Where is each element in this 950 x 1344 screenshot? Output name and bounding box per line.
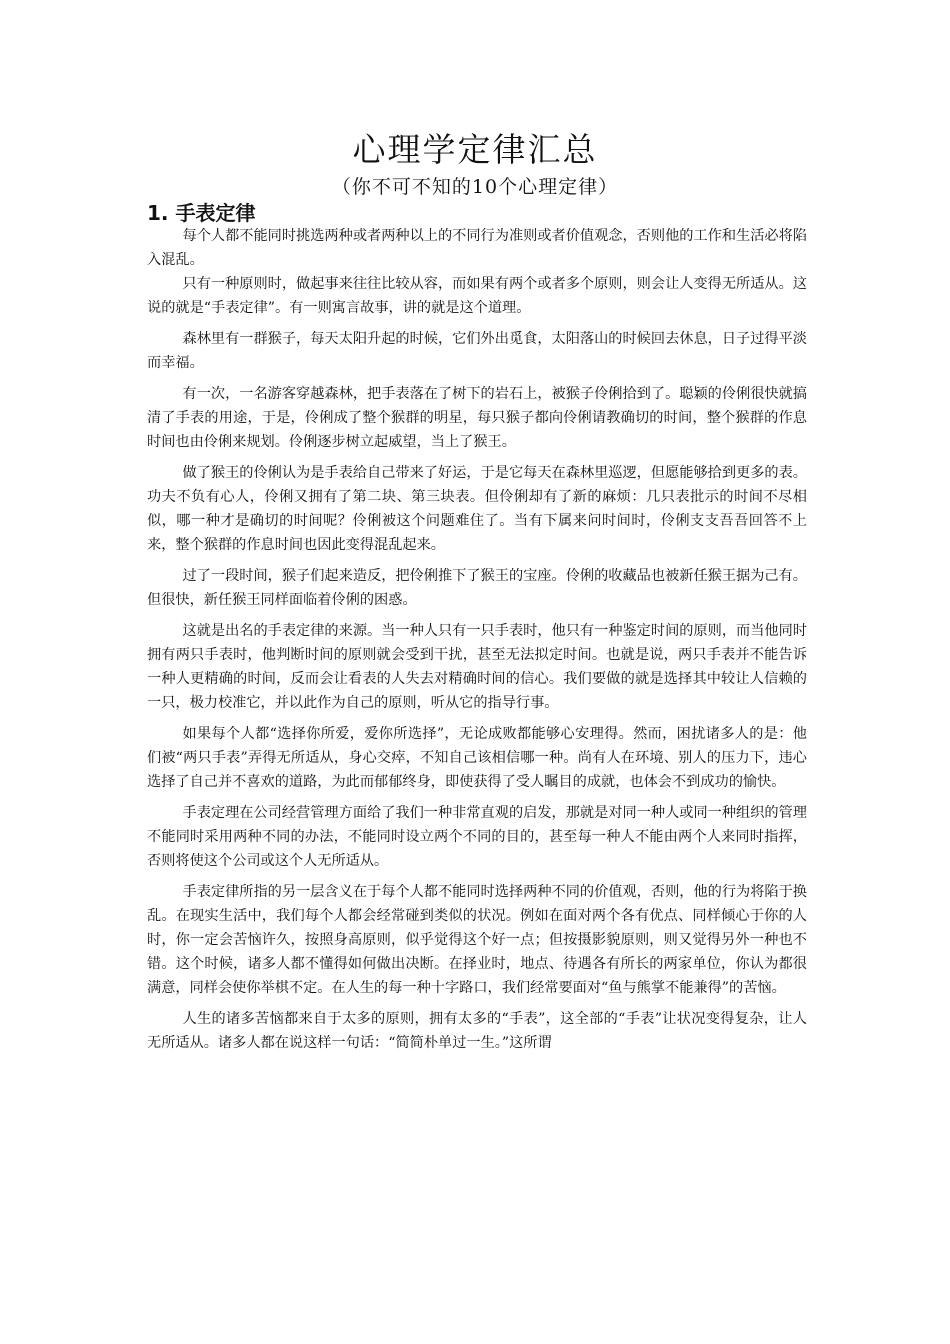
document-subtitle: （你不可不知的10个心理定律） bbox=[331, 176, 619, 198]
paragraph: 只有一种原则时，做起事来往往比较从容，而如果有两个或者多个原则，则会让人变得无所适从。这说的就是“手表定律”。有一则寓言故事，讲的就是这个道理。 bbox=[147, 276, 807, 316]
paragraph: 手表定理在公司经营管理方面给了我们一种非常直观的启发，那就是对同一种人或同一种组织的管理不能同时采用两种不同的办法，不能同时设立两个不同的目的，甚至每一种人不能由两个人来同时指挥，否则将使这个公司或这个人无所适从。 bbox=[147, 805, 807, 869]
paragraph: 如果每个人都“选择你所爱，爱你所选择”，无论成败都能够心安理得。然而，困扰诸多人的是：他们被“两只手表”弄得无所适从，身心交瘁，不知自己该相信哪一种。尚有人在环境、别人的压力下，违心选择了自己并不喜欢的道路，为此而郁郁终身，即使获得了受人瞩目的成就，也体会不到成功的愉快。 bbox=[147, 726, 807, 790]
section-heading: 1. 手表定律 bbox=[147, 201, 256, 225]
document-title: 心理学定律汇总 bbox=[352, 130, 598, 169]
paragraph: 森林里有一群猴子，每天太阳升起的时候，它们外出觅食，太阳落山的时候回去休息，日子过得平淡而幸福。 bbox=[147, 331, 807, 371]
paragraph: 每个人都不能同时挑选两种或者两种以上的不同行为准则或者价值观念，否则他的工作和生活必将陷入混乱。 bbox=[147, 228, 807, 268]
paragraph: 过了一段时间，猴子们起来造反，把伶俐推下了猴王的宝座。伶俐的收藏品也被新任猴王据为己有。但很快，新任猴王同样面临着伶俐的困惑。 bbox=[147, 568, 807, 608]
paragraph: 人生的诸多苦恼都来自于太多的原则，拥有太多的“手表”，这全部的“手表”让状况变得复杂，让人无所适从。诸多人都在说这样一句话：“简简朴单过一生。”这所谓 bbox=[147, 1011, 807, 1051]
paragraph: 手表定律所指的另一层含义在于每个人都不能同时选择两种不同的价值观，否则，他的行为将陷于换乱。在现实生活中，我们每个人都会经常碰到类似的状况。例如在面对两个各有优点、同样倾心于你的人时，你一定会苦恼许久，按照身高原则，似乎觉得这个好一点；但按摄影貌原则，则又觉得另外一种也不错。这个时候，诸多人都不懂得如何做出决断。在择业时，地点、待遇各有所长的两家单位，你认为都很满意，同样会使你举棋不定。在人生的每一种十字路口，我们经常要面对“鱼与熊掌不能兼得”的苦恼。 bbox=[147, 884, 807, 996]
paragraph: 这就是出名的手表定律的来源。当一种人只有一只手表时，他只有一种鉴定时间的原则，而当他同时拥有两只手表时，他判断时间的原则就会受到干扰，甚至无法拟定时间。也就是说，两只手表并不能告诉一种人更精确的时间，反而会让看表的人失去对精确时间的信心。我们要做的就是选择其中较让人信赖的一只，极力校准它，并以此作为自己的原则，听从它的指导行事。 bbox=[147, 623, 807, 711]
paragraph: 有一次，一名游客穿越森林，把手表落在了树下的岩石上，被猴子伶俐拾到了。聪颖的伶俐很快就搞清了手表的用途，于是，伶俐成了整个猴群的明星，每只猴子都向伶俐请教确切的时间，整个猴群的作息时间也由伶俐来规划。伶俐逐步树立起威望，当上了猴王。 bbox=[147, 386, 807, 450]
paragraph: 做了猴王的伶俐认为是手表给自己带来了好运，于是它每天在森林里巡逻，但愿能够拾到更多的表。功夫不负有心人，伶俐又拥有了第二块、第三块表。但伶俐却有了新的麻烦：几只表批示的时间不尽相似，哪一种才是确切的时间呢？伶俐被这个问题难住了。当有下属来问时间时，伶俐支支吾吾回答不上来，整个猴群的作息时间也因此变得混乱起来。 bbox=[147, 465, 807, 553]
body-text bbox=[147, 224, 807, 1055]
